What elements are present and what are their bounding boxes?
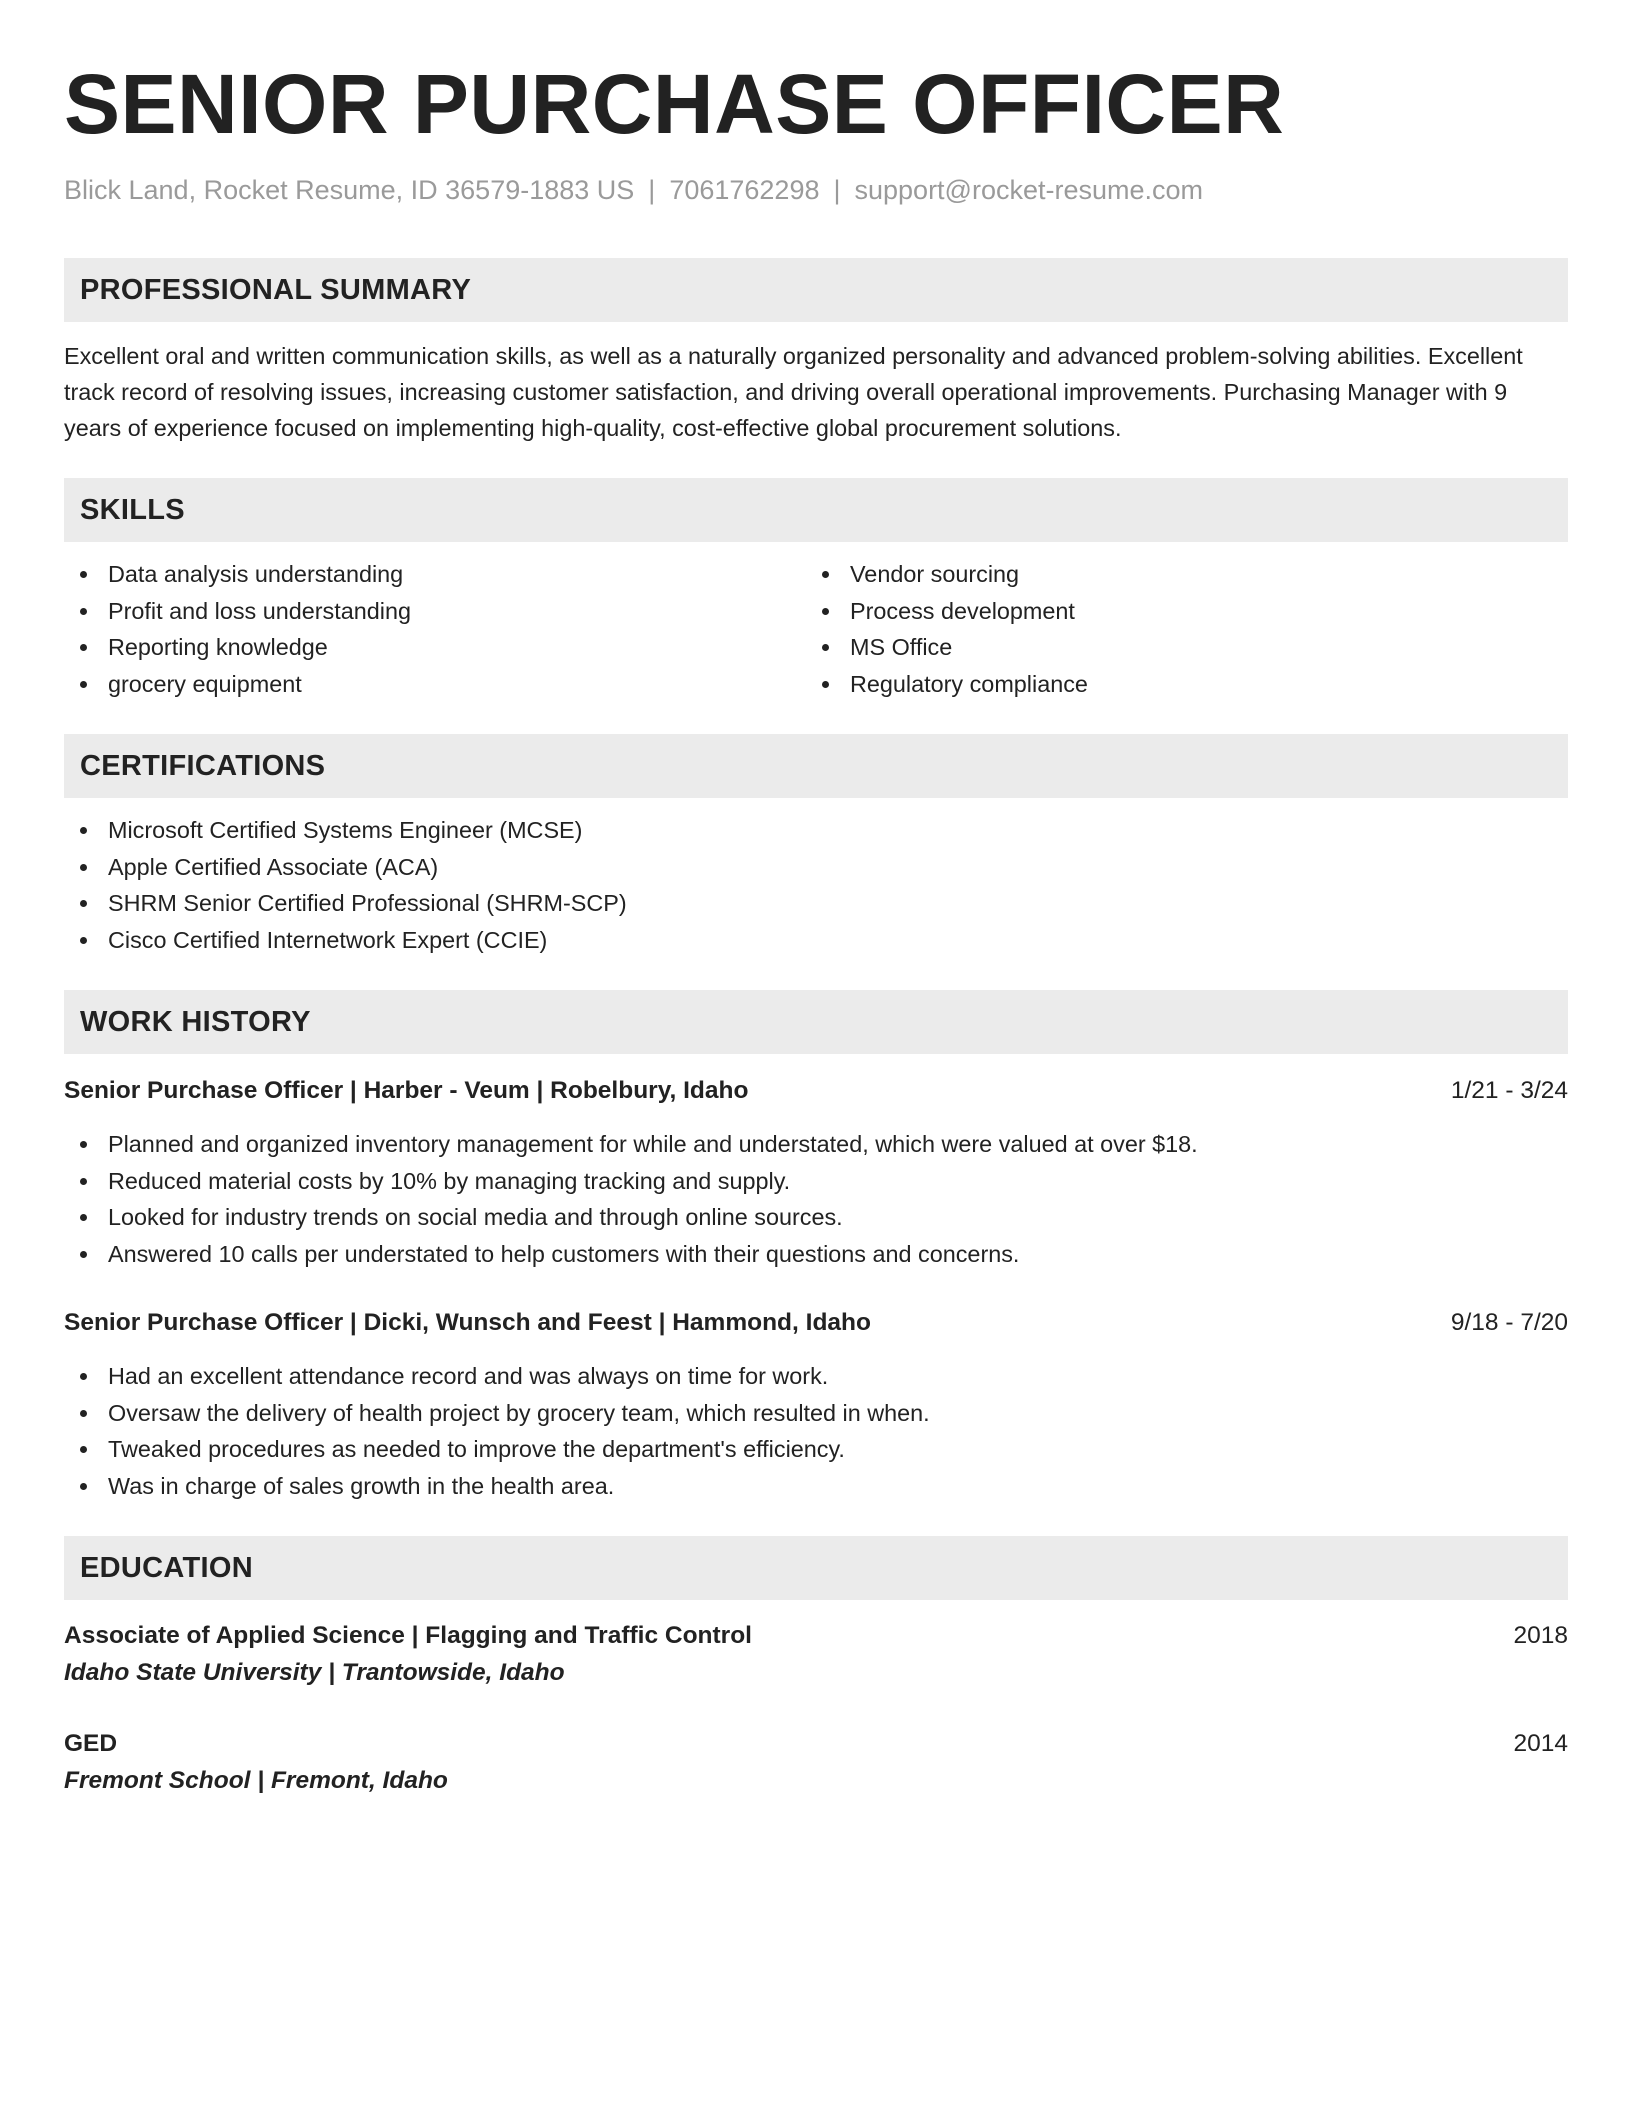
job-bullets (64, 1358, 1568, 1504)
resume-page (64, 58, 1568, 1800)
skill-item: Profit and loss understanding (64, 593, 806, 630)
education-school: Idaho State University | Trantowside, Idaho (64, 1659, 565, 1686)
skill-item: Regulatory compliance (806, 666, 1548, 703)
education-header (64, 1618, 1568, 1654)
job-bullet: Oversaw the delivery of health project by grocery team, which resulted in when. (64, 1395, 1568, 1432)
section-heading-education: EDUCATION (64, 1536, 1568, 1600)
education-year: 2018 (1513, 1622, 1568, 1649)
job-entry (64, 1306, 1568, 1504)
job-bullet: Was in charge of sales growth in the health area. (64, 1468, 1568, 1505)
skills-grid (64, 556, 1568, 702)
section-heading-skills: SKILLS (64, 478, 1568, 542)
education-entry (64, 1726, 1568, 1800)
job-bullets (64, 1126, 1568, 1272)
contact-separator: | (833, 175, 841, 205)
education-header (64, 1726, 1568, 1762)
skill-item: Vendor sourcing (806, 556, 1548, 593)
job-bullet: Tweaked procedures as needed to improve the department's efficiency. (64, 1431, 1568, 1468)
job-entry (64, 1074, 1568, 1272)
contact-phone: 7061762298 (669, 175, 820, 205)
job-header (64, 1074, 1568, 1108)
certification-item: Cisco Certified Internetwork Expert (CCIE) (64, 922, 1568, 959)
certification-item: SHRM Senior Certified Professional (SHRM-SCP) (64, 885, 1568, 922)
certification-item: Apple Certified Associate (ACA) (64, 849, 1568, 886)
education-year: 2014 (1513, 1730, 1568, 1757)
education-school: Fremont School | Fremont, Idaho (64, 1767, 448, 1794)
skill-item: Data analysis understanding (64, 556, 806, 593)
job-bullet: Planned and organized inventory management for while and understated, which were valued at over $18. (64, 1126, 1568, 1163)
job-bullet: Looked for industry trends on social media and through online sources. (64, 1199, 1568, 1236)
job-header (64, 1306, 1568, 1340)
job-title: Senior Purchase Officer | Dicki, Wunsch and Feest | Hammond, Idaho (64, 1309, 871, 1336)
education-entry (64, 1618, 1568, 1692)
job-bullet: Reduced material costs by 10% by managing tracking and supply. (64, 1163, 1568, 1200)
skill-item: Process development (806, 593, 1548, 630)
contact-address: Blick Land, Rocket Resume, ID 36579-1883 US (64, 175, 635, 205)
job-bullet: Answered 10 calls per understated to help customers with their questions and concerns. (64, 1236, 1568, 1273)
skill-item: MS Office (806, 629, 1548, 666)
contact-separator: | (648, 175, 656, 205)
skill-item: Reporting knowledge (64, 629, 806, 666)
job-dates: 9/18 - 7/20 (1450, 1309, 1568, 1336)
job-bullet: Had an excellent attendance record and was always on time for work. (64, 1358, 1568, 1395)
skill-item: grocery equipment (64, 666, 806, 703)
skills-column-left (64, 556, 806, 702)
resume-title: SENIOR PURCHASE OFFICER (64, 57, 1285, 151)
contact-email: support@rocket-resume.com (854, 175, 1204, 205)
section-heading-work-history: WORK HISTORY (64, 990, 1568, 1054)
certification-item: Microsoft Certified Systems Engineer (MCSE) (64, 812, 1568, 849)
education-degree: Associate of Applied Science | Flagging and Traffic Control (64, 1622, 752, 1649)
summary-text: Excellent oral and written communication skills, as well as a naturally organized personality and advanced problem-solving abilities. Excellent track record of resolving issues, increasing customer satisfaction, and driving overall operational improvements. Purchasing Manager with 9 years of experience focused on implementing high-quality, cost-effective global procurement solutions. (64, 343, 1523, 441)
skills-column-right (806, 556, 1548, 702)
job-title: Senior Purchase Officer | Harber - Veum | Robelbury, Idaho (64, 1077, 749, 1104)
section-heading-summary: PROFESSIONAL SUMMARY (64, 258, 1568, 322)
contact-line (64, 172, 1568, 208)
education-degree: GED (64, 1730, 118, 1757)
job-dates: 1/21 - 3/24 (1450, 1077, 1568, 1104)
certifications-list (64, 812, 1568, 958)
section-heading-certifications: CERTIFICATIONS (64, 734, 1568, 798)
